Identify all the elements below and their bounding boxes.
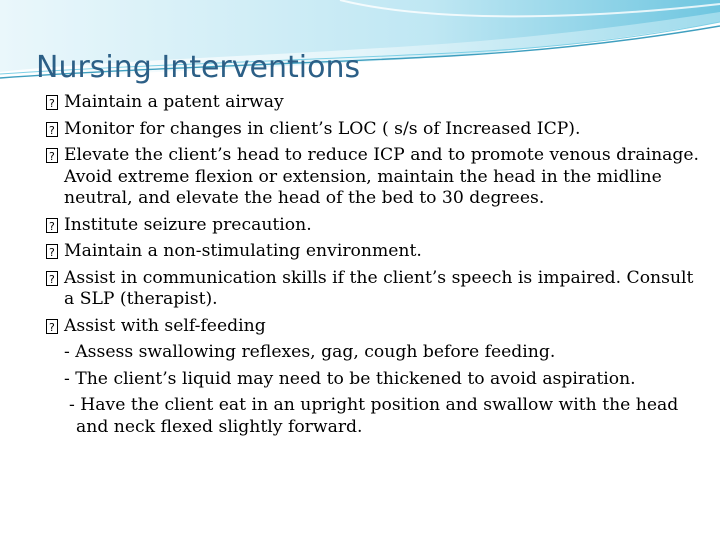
list-item-text: Institute seizure precaution. xyxy=(64,214,312,235)
list-item xyxy=(46,215,706,237)
list-item-text: Elevate the client’s head to reduce ICP and to promote venous drainage. Avoid extreme flexion or extension, maintain the head in the midline neutral, and elevate the head of the bed to 30 degrees. xyxy=(64,145,700,208)
missing-glyph-box-icon xyxy=(46,148,58,163)
missing-glyph-box-icon xyxy=(46,271,58,286)
sub-list-item: - The client’s liquid may need to be thickened to avoid aspiration. xyxy=(64,368,636,389)
missing-glyph-box-icon xyxy=(46,122,58,137)
missing-glyph-box-icon xyxy=(46,218,58,233)
bullet-list xyxy=(46,92,706,443)
missing-glyph-box-icon xyxy=(46,319,58,334)
list-item-text: Maintain a patent airway xyxy=(64,92,284,112)
list-item xyxy=(46,92,706,114)
list-item-text: Monitor for changes in client’s LOC ( s/s of Increased ICP). xyxy=(64,118,581,139)
list-item xyxy=(46,145,706,210)
list-item xyxy=(46,241,706,263)
list-item-text: Assist with self-feeding xyxy=(64,315,266,336)
list-item-text: Assist in communication skills if the client’s speech is impaired. Consult a SLP (therapist). xyxy=(64,267,694,309)
missing-glyph-box-icon xyxy=(46,244,58,259)
list-item xyxy=(46,316,706,338)
sub-list-item: - Assess swallowing reflexes, gag, cough before feeding. xyxy=(64,342,556,362)
list-item xyxy=(46,119,706,141)
list-item xyxy=(46,268,706,311)
slide-title: Nursing Interventions xyxy=(36,50,361,85)
missing-glyph-box-icon xyxy=(46,95,58,110)
list-item-text: Maintain a non-stimulating environment. xyxy=(64,241,422,261)
sub-list-item: - Have the client eat in an upright position and swallow with the head and neck flexed slightly forward. xyxy=(69,395,679,437)
